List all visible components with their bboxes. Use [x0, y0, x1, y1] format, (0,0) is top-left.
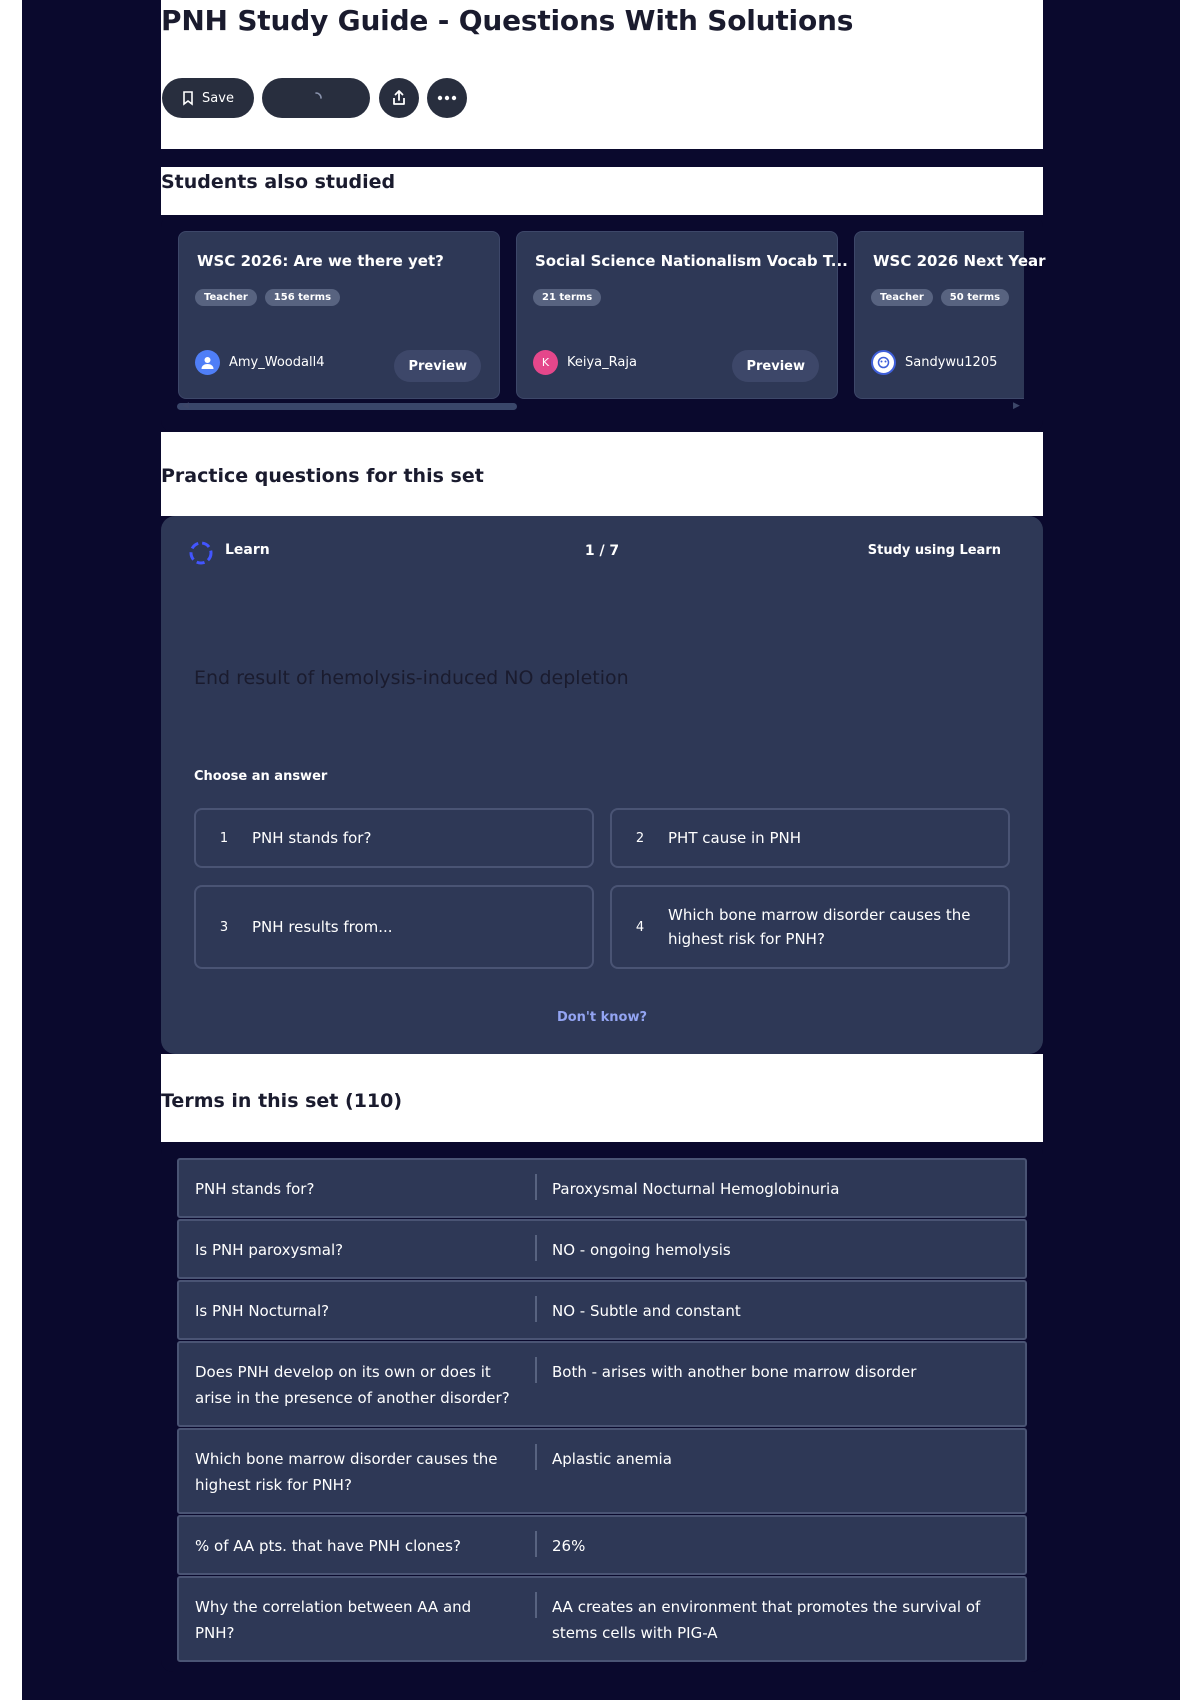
- spinner-icon: [309, 91, 323, 105]
- more-icon: [437, 95, 457, 101]
- set-card-badges: [533, 289, 601, 306]
- page-header: [161, 0, 1043, 149]
- answer-text: PNH results from...: [252, 918, 393, 936]
- definition-text: NO - ongoing hemolysis: [552, 1241, 731, 1259]
- term-count-badge: 50 terms: [941, 289, 1009, 306]
- author-name: Keiya_Raja: [567, 355, 637, 370]
- answer-number: 3: [219, 919, 229, 935]
- answer-option[interactable]: [194, 808, 594, 868]
- bookmark-icon: [182, 91, 194, 105]
- answer-text: PHT cause in PNH: [668, 829, 802, 847]
- answer-option[interactable]: [610, 885, 1010, 969]
- answer-text: PNH stands for?: [252, 829, 372, 847]
- term-text: % of AA pts. that have PNH clones?: [195, 1537, 461, 1555]
- answer-option[interactable]: [610, 808, 1010, 868]
- practice-heading: Practice questions for this set: [161, 465, 484, 487]
- term-text: Why the correlation between AA and PNH?: [195, 1598, 472, 1642]
- term-count-badge: 21 terms: [533, 289, 601, 306]
- question-progress: 1 / 7: [584, 543, 620, 559]
- set-card[interactable]: [516, 231, 848, 399]
- term-row[interactable]: [177, 1515, 1027, 1575]
- set-card-title: WSC 2026: Are we there yet?: [197, 252, 444, 270]
- set-card-title: WSC 2026 Next Year: [873, 252, 1046, 270]
- set-card-author[interactable]: [871, 350, 997, 375]
- learn-mode-label: Learn: [225, 542, 270, 558]
- terms-heading: Terms in this set (110): [161, 1090, 403, 1112]
- preview-button[interactable]: Preview: [394, 350, 481, 382]
- page-margin-left: [0, 0, 22, 1700]
- term-row[interactable]: [177, 1341, 1027, 1427]
- set-card-author[interactable]: [533, 350, 637, 375]
- preview-button[interactable]: Preview: [732, 350, 819, 382]
- answer-option[interactable]: [194, 885, 594, 969]
- term-divider: [535, 1235, 537, 1261]
- definition-text: AA creates an environment that promotes the survival of stems cells with PIG-A: [552, 1598, 981, 1642]
- term-row[interactable]: [177, 1280, 1027, 1340]
- set-card[interactable]: [854, 231, 1046, 399]
- term-text: Does PNH develop on its own or does it arise in the presence of another disorder?: [195, 1363, 510, 1407]
- user-icon: [200, 355, 215, 370]
- term-text: Is PNH Nocturnal?: [195, 1302, 330, 1320]
- definition-text: Both - arises with another bone marrow disorder: [552, 1363, 917, 1381]
- more-options-button[interactable]: [427, 78, 467, 118]
- term-divider: [535, 1592, 537, 1618]
- carousel-scrollbar-thumb[interactable]: [177, 403, 517, 410]
- definition-text: 26%: [552, 1537, 586, 1555]
- answer-number: 4: [635, 919, 645, 935]
- answer-number: 1: [219, 830, 229, 846]
- set-card-badges: [871, 289, 1009, 306]
- definition-text: Paroxysmal Nocturnal Hemoglobinuria: [552, 1180, 840, 1198]
- term-divider: [535, 1174, 537, 1200]
- terms-heading-band: [161, 1054, 1043, 1142]
- answer-number: 2: [635, 830, 645, 846]
- avatar: K: [533, 350, 558, 375]
- avatar: [195, 350, 220, 375]
- avatar: [871, 350, 896, 375]
- question-text: End result of hemolysis-induced NO depletion: [194, 667, 629, 689]
- share-button[interactable]: [379, 78, 419, 118]
- teacher-badge: Teacher: [195, 289, 257, 306]
- scroll-left-icon[interactable]: ◀: [182, 401, 189, 411]
- practice-heading-band: [161, 432, 1043, 516]
- set-card-badges: [195, 289, 340, 306]
- loading-button[interactable]: [262, 78, 370, 118]
- term-divider: [535, 1531, 537, 1557]
- definition-text: Aplastic anemia: [552, 1450, 672, 1468]
- definition-text: NO - Subtle and constant: [552, 1302, 741, 1320]
- set-card-title: Social Science Nationalism Vocab T...: [535, 252, 848, 270]
- set-card-author[interactable]: [195, 350, 324, 375]
- students-studied-carousel: [161, 215, 1046, 432]
- term-divider: [535, 1296, 537, 1322]
- page-margin-right: [1180, 0, 1200, 1700]
- choose-answer-label: Choose an answer: [194, 769, 328, 784]
- share-icon: [390, 89, 408, 107]
- dont-know-button[interactable]: Don't know?: [556, 1010, 648, 1025]
- students-studied-heading-band: [161, 167, 1043, 215]
- scroll-right-icon[interactable]: ▶: [1013, 401, 1020, 411]
- term-divider: [535, 1444, 537, 1470]
- answer-text: Which bone marrow disorder causes the highest risk for PNH?: [668, 906, 971, 948]
- author-name: Sandywu1205: [905, 355, 998, 370]
- user-icon: [876, 355, 891, 370]
- term-text: Which bone marrow disorder causes the highest risk for PNH?: [195, 1450, 498, 1494]
- term-row[interactable]: [177, 1158, 1027, 1218]
- learn-question-card: [161, 516, 1043, 1054]
- term-row[interactable]: [177, 1428, 1027, 1514]
- teacher-badge: Teacher: [871, 289, 933, 306]
- term-text: Is PNH paroxysmal?: [195, 1241, 344, 1259]
- author-name: Amy_Woodall4: [229, 355, 325, 370]
- term-count-badge: 156 terms: [265, 289, 340, 306]
- terms-list: [161, 1142, 1043, 1672]
- study-using-learn-link[interactable]: Study using Learn: [867, 543, 1001, 558]
- term-row[interactable]: [177, 1576, 1027, 1662]
- term-divider: [535, 1357, 537, 1383]
- students-studied-heading: Students also studied: [161, 171, 396, 193]
- set-card[interactable]: [178, 231, 500, 399]
- save-button-label: Save: [202, 90, 234, 106]
- term-text: PNH stands for?: [195, 1180, 315, 1198]
- term-row[interactable]: [177, 1219, 1027, 1279]
- page-title: PNH Study Guide - Questions With Solutions: [161, 4, 854, 37]
- save-button[interactable]: [162, 78, 254, 118]
